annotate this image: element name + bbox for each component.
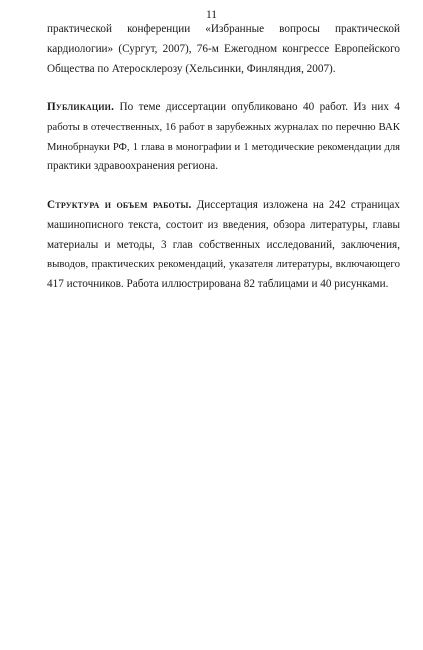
publications-intro: По теме диссертации опубликовано 40 работ. Из них 4 — [114, 101, 400, 113]
publications-heading: Публикации. — [47, 101, 115, 113]
text-line — [47, 196, 400, 216]
structure-heading: Структура и объем работы. — [47, 199, 192, 211]
text-line: 417 источников. Работа иллюстрирована 82 таблицами и 40 рисунками. — [47, 278, 389, 291]
paragraph-structure — [47, 196, 400, 295]
page-number: 11 — [205, 9, 218, 21]
structure-intro: Диссертация изложена на 242 страницах — [191, 199, 400, 211]
text-line: материалы и методы, 3 глав собственных исследований, заключения, — [47, 238, 400, 251]
text-line: выводов, практических рекомендаций, указателя литературы, включающего — [47, 258, 400, 271]
text-line: машинописного текста, состоит из введения, обзора литературы, главы — [47, 218, 400, 231]
text-line: практики здравоохранения региона. — [47, 160, 219, 173]
text-line: практической конференции «Избранные вопросы практической — [47, 23, 400, 35]
text-line: Общества по Атеросклерозу (Хельсинки, Финляндия, 2007). — [47, 62, 336, 75]
text-line: работы в отечественных, 16 работ в зарубежных журналах по перечню ВАК — [47, 120, 400, 133]
text-line: Минобрнауки РФ, 1 глава в монографии и 1 методические рекомендации для — [47, 141, 400, 153]
paragraph-publications — [47, 98, 400, 177]
paragraph-conference — [47, 20, 400, 79]
text-line: кардиологии» (Сургут, 2007), 76-м Ежегодном конгрессе Европейского — [47, 42, 400, 55]
text-line — [47, 98, 400, 118]
